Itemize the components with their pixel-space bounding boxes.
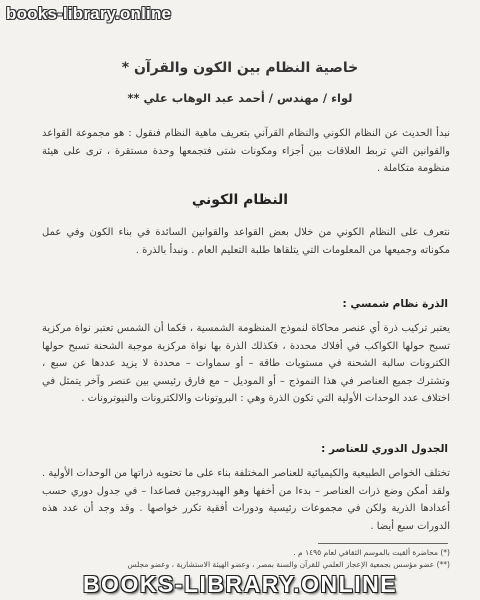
footnote-2: (**) عضو مؤسس بجمعية الإعجاز العلمي للقرآن والسنة بمصر ، وعضو الهيئة الاستشارية ، وعضو مجلس — [127, 560, 450, 569]
periodic-table-paragraph: تختلف الخواص الطبيعية والكيميائية للعناصر المختلفة بناء على ما تحتويه ذراتها من الوحدات الأولية . ولقد أمكن وضع ذرات العناصر – بدءا من أخفها وهو الهيدروجين فصاعدا – في جدول دوري حسب أعدادها الذرية ولكن في مجموعات رئيسية ودورات أفقية تكرر خواصها . وقد وجد أن عدد هذه الدورات سبع أيضا . — [42, 468, 450, 532]
article-title: خاصية النظام بين الكون والقرآن * — [121, 60, 359, 76]
section-heading: النظام الكوني — [191, 192, 289, 208]
footnote-1: (*) محاضرة ألقيت بالموسم الثقافي لعام ١٤٩٥ م . — [293, 548, 450, 557]
footnote-divider — [318, 543, 448, 544]
article-author: لواء / مهندس / أحمد عبد الوهاب علي ** — [127, 91, 353, 105]
intro-paragraph: نبدأ الحديث عن النظام الكوني والنظام القرآني بتعريف ماهية النظام فنقول : هو مجموعة القواعد والقوانين التي تربط العلاقات بين أجزاء ومكونات شتى فتجمعها وحدة مستقرة ، ترى على هيئة منظومة متكاملة . — [42, 128, 450, 174]
subheading-periodic-table: الجدول الدوري للعناصر : — [321, 443, 448, 455]
section-intro-paragraph: نتعرف على النظام الكوني من خلال بعض القواعد والقوانين السائدة في بناء الكون وفي عمل مكوناته وجميعها من المعلومات التي يتلقاها طلبة التعليم العام . ونبدأ بالذرة . — [42, 227, 450, 256]
watermark-top: books-library.online — [6, 4, 172, 23]
watermark-bottom: BOOKS-LIBRARY.ONLINE — [82, 571, 398, 597]
subheading-atom: الذرة نظام شمسي : — [342, 298, 448, 310]
atom-paragraph: يعتبر تركيب ذرة أي عنصر محاكاة لنموذج المنظومة الشمسية ، فكما أن الشمس تعتبر نواة مركزية تسبح حولها الكواكب في أفلاك محددة ، فكذلك الذرة بها نواة مركزية موجبة الشحنة تسبح حولها الكترونات سالبة الشحنة في مستويات طاقة – أو سماوات – محددة لا يزيد عددها عن سبع ، وتشترك جميع العناصر في هذا النموذج – أو الموديل – مع فارق رئيسي بين عنصر وآخر يتمثل في اختلاف عدد الوحدات الأولية التي تكون الذرة وهي : البروتونات والالكترونات والنيوترونات . — [42, 323, 450, 404]
